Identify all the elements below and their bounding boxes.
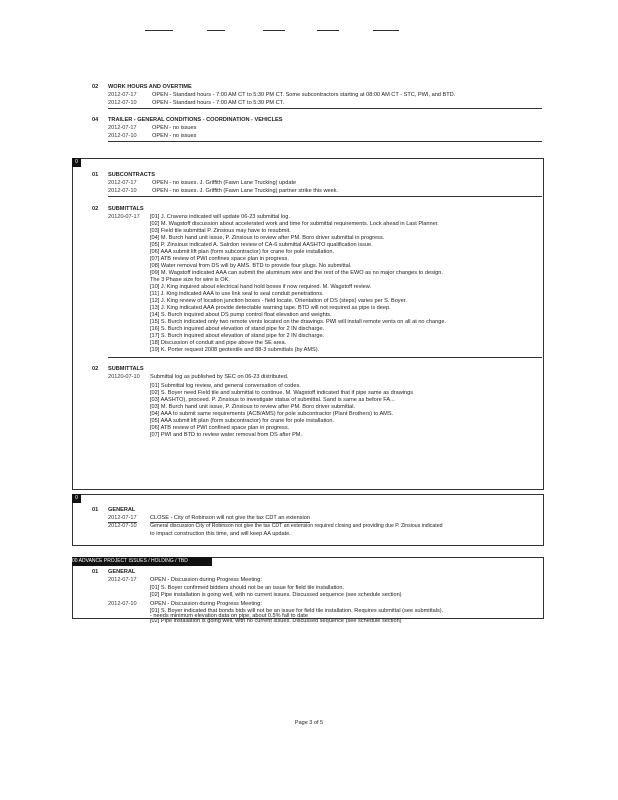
section-number: 04 (92, 117, 99, 123)
row-text: OPEN - Discussion during Progress Meeting: (150, 577, 262, 583)
section-number: 02 (92, 366, 99, 372)
section-title: SUBMITTALS (108, 206, 144, 212)
page-number: Page 3 of 5 (294, 720, 324, 726)
row-text: Submittal log as published by SEC on 06-23 distributed. (150, 374, 289, 380)
section-title: WORK HOURS AND OVERTIME (108, 84, 192, 90)
list-item: [03] M. Burch hand unit issue, P. Zinsious to review after PM. Boro driver submittal. (150, 404, 356, 410)
list-item: The 3 Phase size for wire is OK. (150, 277, 230, 283)
list-item: [07] PWI and BTD to review water removal from DS after PM. (150, 432, 303, 438)
divider (108, 196, 542, 197)
list-item: [01] S. Boyer confirmed bidders should not be an issue for field tile installation. (150, 585, 345, 591)
list-item: [06] AAA submit lift plan (form subcontractor) for crane for pole installation. (150, 249, 335, 255)
list-item: [14] S. Burch inquired about DS pump control float elevation and weights. (150, 312, 332, 318)
divider (108, 357, 542, 358)
list-item: [01] J. Cravens indicated will update 06-23 submittal log. (150, 214, 290, 220)
section-number: 01 (92, 569, 99, 575)
list-item: [03] AASHTO), proceed. P. Zinsious to investigate status of submittal. Sand is same as before FA... (150, 397, 395, 403)
section-title: SUBMITTALS (108, 366, 144, 372)
list-item: [01] Submittal log review, and general conversation of codes. (150, 383, 301, 389)
list-item: [12] J. King review of location junction boxes - field locate. Orientation of DS (steps) varies per S. Boyer. (150, 298, 407, 304)
row-text: to impact construction this time, and will keep AA update. (150, 531, 291, 537)
list-item: [08] Water removal from DS will by AMS. BTD to provide four plugs. No submittal. (150, 263, 352, 269)
list-item: [11] J. King indicated AAA to use link seal to seal conduit penetrations. (150, 291, 324, 297)
row-text: General discussion City of Robinson not give the tax CDT an extension required closing and providing due P. Zinsious indicated (150, 523, 443, 529)
list-item: [09] M. Wagstoff indicated AAA can submit the aluminum wire and the rest of the EWO as no major changes to design. (150, 270, 443, 276)
section-title: GENERAL (108, 569, 136, 575)
header-rules (145, 30, 445, 36)
row-text: OPEN - no issues (152, 125, 197, 131)
section-number: 02 (92, 206, 99, 212)
row-text: OPEN - Standard hours - 7:00 AM CT to 5:30 PM CT. Some subcontractors starting at 08:00 AM CT - STC, PWI, and BTD. (152, 92, 456, 98)
list-item: - needs minimum elevation data on pipe, about 0.5% fall to date (150, 613, 308, 619)
row-text: OPEN - Standard hours - 7:00 AM CT to 5:30 PM CT. (152, 100, 285, 106)
row-text: CLOSE - City of Robinson will not give the tax CDT an extension (150, 515, 311, 521)
row-date: 20120-07-10 (108, 374, 140, 380)
divider (108, 141, 542, 142)
list-item: [02] M. Wagstoff discussion about accelerated work and time for submittal requirements. Lock ahead in Last Planner. (150, 221, 439, 227)
list-item: [18] Discussion of conduit and pipe above the SE area. (150, 340, 287, 346)
row-date: 2012-07-10 (108, 133, 137, 139)
row-date: 2012-07-10 (108, 523, 137, 529)
row-text: OPEN - no issues. J. Griffith (Fawn Lane Trucking) update (152, 180, 297, 186)
section-number: 01 (92, 507, 99, 513)
section-title: GENERAL (108, 507, 136, 513)
section-title: SUBCONTRACTS (108, 172, 155, 178)
section-number: 01 (92, 172, 99, 178)
list-item: [04] M. Burch hand unit issue, P. Zinsious to review after PM. Boro driver submittal in progress. (150, 235, 385, 241)
list-item: [01] S. Boyer indicated that bonds bids will not be an issue for field tile installation. Requires submittal (see submittals). (150, 608, 444, 614)
list-item: [05] P. Zinsious indicated A. Salrdon review of CA-6 submittal AASHTO qualification issue. (150, 242, 373, 248)
list-item: [15] S. Burch indicated only two remote vents located on the drawings. PWI will install remote vents on all at no change. (150, 319, 447, 325)
row-date: 2012-07-17 (108, 577, 137, 583)
block-tag: 0 (72, 158, 81, 167)
row-date: 2012-07-10 (108, 100, 137, 106)
list-item: [07] ATB review of PWI confines space plan in progress. (150, 256, 289, 262)
list-item: [17] S. Burch inquired about elevation of stand pipe for 2 IN discharge. (150, 333, 325, 339)
divider (108, 108, 542, 109)
list-item: [16] S. Burch inquired about elevation of stand pipe for 2 IN discharge. (150, 326, 325, 332)
list-item: [19] K. Porter request 2008 geotextile and 88-3 submittals (by AMS). (150, 347, 320, 353)
row-date: 20120-07-17 (108, 214, 140, 220)
list-item: [02] Pipe installation is going well, with no current issues. Discussed sequence (see schedule section) (150, 618, 402, 624)
list-item: [02] Pipe installation is going well, with no current issues. Discussed sequence (see schedule section) (150, 592, 402, 598)
block-tag: 0 (72, 494, 81, 503)
row-text: OPEN - Discussion during Progress Meeting: (150, 601, 262, 607)
section-title: TRAILER - GENERAL CONDITIONS - COORDINATION - VEHICLES (108, 117, 283, 123)
row-date: 2012-07-10 (108, 601, 137, 607)
section-number: 02 (92, 84, 99, 90)
list-item: [03] Field tile submittal P. Zinsious may have to resubmit. (150, 228, 291, 234)
list-item: [06] ATB review of PWI confined space plan in progress. (150, 425, 290, 431)
list-item: [10] J. King inquired about electrical hand hold boxes if now required. M. Wagstoff review. (150, 284, 372, 290)
list-item: [13] J. King indicated AAA provide detectable warning tape. BTD will not required as pipe is deep. (150, 305, 391, 311)
row-text: OPEN - no issues. J. Griffith (Fawn Lane Trucking) partner strike this week. (152, 188, 339, 194)
block-header-bar: 00 ADVANCE PROJECT ISSUES / HOLDING / TBD (72, 557, 212, 566)
row-date: 2012-07-17 (108, 515, 137, 521)
row-date: 2012-07-17 (108, 180, 137, 186)
list-item: [02] S. Boyer need Field tile and submittal to continue. M. Wagstoff indicated that if pipe same as drawings (150, 390, 414, 396)
row-text: OPEN - no issues (152, 133, 197, 139)
row-date: 2012-07-17 (108, 125, 137, 131)
row-date: 2012-07-10 (108, 188, 137, 194)
list-item: [05] AAA submit lift plan (form subcontractor) for crane for pole installation. (150, 418, 335, 424)
row-date: 2012-07-17 (108, 92, 137, 98)
list-item: [04] AAA to submit same requirements (ACB/AMS) for pole subcontractor (Plant Brothers) to AMS. (150, 411, 394, 417)
